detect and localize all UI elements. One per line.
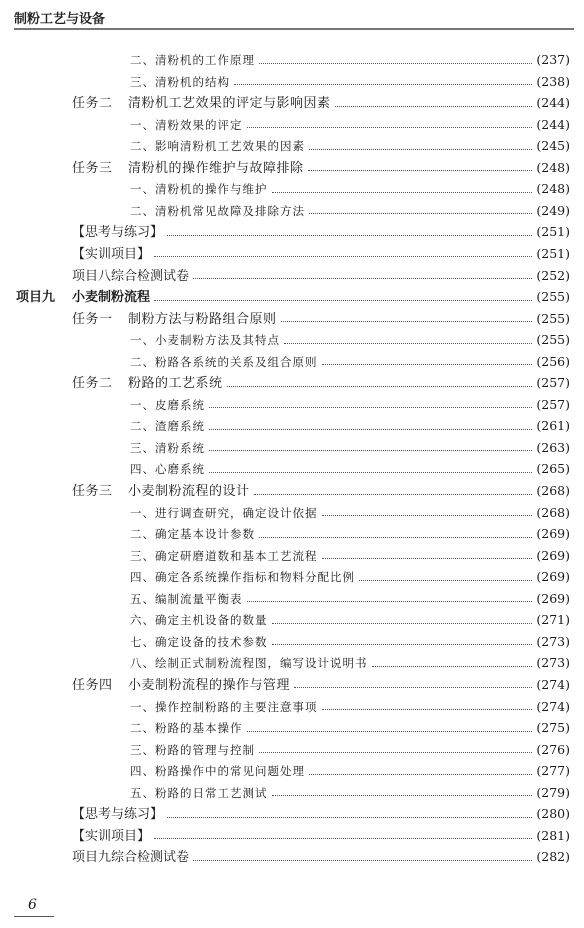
toc-entry-title: 四、粉路操作中的常见问题处理: [130, 764, 305, 779]
toc-entry: [72, 93, 570, 113]
toc-entry-page: (255): [536, 310, 570, 326]
toc-entry-title: 【实训项目】: [72, 828, 151, 844]
toc-entry-number: 任务二: [72, 376, 113, 392]
toc-entry-title: 七、确定设备的技术参数: [130, 634, 268, 649]
toc-entry: [130, 503, 570, 523]
toc-entry-page: (269): [536, 569, 570, 585]
toc-entry-page: (271): [536, 612, 570, 628]
toc-entry: [72, 373, 570, 393]
dot-leader: [322, 515, 533, 516]
toc-entry-page: (245): [536, 138, 570, 154]
dot-leader: [259, 537, 532, 538]
dot-leader: [209, 450, 532, 451]
dot-leader: [309, 149, 532, 150]
toc-entry-page: (269): [536, 547, 570, 563]
toc-entry-page: (273): [536, 655, 570, 671]
toc-entry: [16, 287, 570, 307]
dot-leader: [272, 192, 533, 193]
toc-entry-title: 项目八综合检测试卷: [72, 268, 190, 284]
toc-entry-number: 项目九: [16, 290, 56, 306]
toc-entry-page: (269): [536, 526, 570, 542]
toc-entry-title: 【思考与练习】: [72, 807, 164, 823]
dot-leader: [259, 63, 532, 64]
toc-entry-page: (255): [536, 289, 570, 305]
toc-entry-page: (282): [536, 849, 570, 865]
toc-entry-page: (274): [536, 698, 570, 714]
toc-entry-title: 五、编制流量平衡表: [130, 591, 243, 606]
toc-entry-page: (281): [536, 827, 570, 843]
toc-entry-title: 一、清粉效果的评定: [130, 117, 243, 132]
toc-entry: [130, 761, 570, 781]
toc-entry: [130, 589, 570, 609]
toc-entry: [130, 653, 570, 673]
toc-entry-page: (268): [536, 483, 570, 498]
toc-entry: [130, 330, 570, 350]
dot-leader: [372, 666, 533, 667]
toc-entry: [130, 136, 570, 156]
toc-entry-page: (263): [536, 439, 570, 455]
dot-leader: [281, 321, 533, 322]
toc-entry-page: (276): [536, 741, 570, 757]
toc-entry: [72, 847, 570, 867]
toc-entry-page: (251): [536, 224, 570, 240]
dot-leader: [247, 601, 533, 602]
dot-leader: [284, 343, 532, 344]
toc-entry-title: 五、粉路的日常工艺测试: [130, 785, 268, 800]
dot-leader: [167, 817, 532, 818]
page-number: 6: [28, 897, 37, 913]
dot-leader: [193, 860, 532, 861]
toc-entry-title: 一、小麦制粉方法及其特点: [130, 333, 280, 348]
toc-entry-title: 二、影响清粉机工艺效果的因素: [130, 139, 305, 154]
dot-leader: [294, 687, 532, 688]
dot-leader: [254, 494, 533, 495]
header-rule: [14, 28, 574, 30]
toc-entry-page: (277): [536, 763, 570, 779]
toc-entry: [72, 481, 570, 501]
toc-entry-title: 【思考与练习】: [72, 225, 164, 241]
toc-entry: [130, 567, 570, 587]
toc-entry-page: (280): [536, 806, 570, 822]
dot-leader: [259, 752, 532, 753]
toc-entry-title: 清粉机工艺效果的评定与影响因素: [128, 96, 331, 112]
toc-entry: [130, 395, 570, 415]
dot-leader: [154, 838, 532, 839]
toc-entry: [72, 266, 570, 286]
toc-entry: [130, 610, 570, 630]
dot-leader: [247, 731, 533, 732]
toc-entry-title: 项目九综合检测试卷: [72, 850, 190, 866]
toc-entry-page: (249): [536, 202, 570, 218]
toc-entry: [130, 416, 570, 436]
dot-leader: [272, 623, 533, 624]
toc-entry-page: (248): [536, 181, 570, 197]
toc-entry: [72, 826, 570, 846]
toc-entry-title: 三、清粉机的结构: [130, 74, 230, 89]
toc-entry: [130, 740, 570, 760]
dot-leader: [193, 278, 532, 279]
toc-entry-page: (269): [536, 590, 570, 606]
toc-entry-title: 三、确定研磨道数和基本工艺流程: [130, 548, 318, 563]
toc-entry: [130, 632, 570, 652]
toc-entry-page: (261): [536, 418, 570, 434]
toc-entry: [130, 115, 570, 135]
toc-entry-page: (252): [536, 267, 570, 283]
toc-entry-page: (265): [536, 461, 570, 477]
toc-entry: [130, 459, 570, 479]
toc-entry-page: (248): [536, 159, 570, 175]
toc-entry-title: 二、粉路各系统的关系及组合原则: [130, 354, 318, 369]
dot-leader: [335, 106, 533, 107]
toc-entry-title: 三、粉路的管理与控制: [130, 742, 255, 757]
dot-leader: [309, 213, 532, 214]
toc-entry-title: 粉路的工艺系统: [128, 376, 223, 392]
toc-entry: [130, 438, 570, 458]
toc-entry: [130, 524, 570, 544]
dot-leader: [272, 644, 533, 645]
toc-entry-title: 小麦制粉流程: [72, 290, 151, 306]
toc-entry: [130, 697, 570, 717]
dot-leader: [234, 84, 532, 85]
toc-entry-page: (256): [536, 353, 570, 369]
toc-entry: [72, 244, 570, 264]
toc-entry-title: 八、绘制正式制粉流程图，编写设计说明书: [130, 656, 368, 671]
toc-entry: [72, 309, 570, 329]
toc-entry-number: 任务四: [72, 677, 113, 693]
dot-leader: [154, 256, 532, 257]
toc-entry: [130, 72, 570, 92]
toc-entry-page: (257): [536, 375, 570, 391]
dot-leader: [309, 774, 532, 775]
dot-leader: [167, 235, 532, 236]
toc-entry-page: (255): [536, 332, 570, 348]
toc-entry-title: 二、确定基本设计参数: [130, 527, 255, 542]
dot-leader: [322, 709, 533, 710]
toc-entry-page: (244): [536, 95, 570, 111]
toc-entry-title: 二、清粉机的工作原理: [130, 53, 255, 67]
toc-entry-title: 一、清粉机的操作与维护: [130, 182, 268, 197]
toc-entry-page: (251): [536, 245, 570, 261]
toc-entry-page: (237): [536, 52, 570, 67]
running-header: 制粉工艺与设备: [14, 12, 106, 27]
toc-entry: [130, 546, 570, 566]
toc-entry-title: 小麦制粉流程的设计: [128, 484, 250, 499]
toc-entry-title: 二、清粉机常见故障及排除方法: [130, 203, 305, 218]
toc-entry-title: 二、粉路的基本操作: [130, 721, 243, 736]
dot-leader: [308, 170, 533, 171]
toc-entry-title: 六、确定主机设备的数量: [130, 613, 268, 628]
dot-leader: [227, 386, 533, 387]
toc-entry: [130, 352, 570, 372]
toc-entry-number: 任务一: [72, 311, 113, 327]
toc-entry-page: (279): [536, 784, 570, 800]
toc-entry: [130, 179, 570, 199]
toc-entry-page: (275): [536, 720, 570, 736]
toc-entry-number: 任务三: [72, 160, 113, 176]
toc-entry: [72, 675, 570, 695]
toc-entry-title: 三、清粉系统: [130, 440, 205, 455]
dot-leader: [322, 558, 533, 559]
toc-entry-title: 制粉方法与粉路组合原则: [128, 311, 277, 327]
toc-entry-title: 清粉机的操作维护与故障排除: [128, 160, 304, 176]
toc-entry-title: 【实训项目】: [72, 246, 151, 262]
toc-entry: [72, 804, 570, 824]
toc-entry-page: (257): [536, 396, 570, 412]
dot-leader: [272, 795, 533, 796]
toc-entry-page: (244): [536, 116, 570, 132]
dot-leader: [154, 300, 532, 301]
dot-leader: [209, 407, 532, 408]
toc-entry-title: 四、心磨系统: [130, 462, 205, 477]
toc-entry-page: (238): [536, 73, 570, 89]
dot-leader: [359, 580, 532, 581]
toc-entry-title: 一、皮磨系统: [130, 397, 205, 412]
toc-entry: [130, 201, 570, 221]
toc-entry-title: 四、确定各系统操作指标和物料分配比例: [130, 570, 355, 585]
dot-leader: [322, 364, 533, 365]
toc-entry-page: (273): [536, 633, 570, 649]
toc-entry-page: (274): [536, 676, 570, 692]
toc-entry-number: 任务二: [72, 96, 113, 112]
toc-entry-title: 一、进行调查研究，确定设计依据: [130, 505, 318, 520]
toc-entry-number: 任务三: [72, 484, 113, 499]
toc-entry-page: (268): [536, 504, 570, 520]
footer-rule: [14, 916, 54, 917]
dot-leader: [209, 472, 532, 473]
toc-entry: [130, 783, 570, 803]
dot-leader: [247, 127, 533, 128]
toc-entry: [72, 222, 570, 242]
toc-entry: [130, 50, 570, 70]
toc-entry-title: 一、操作控制粉路的主要注意事项: [130, 699, 318, 714]
dot-leader: [209, 429, 532, 430]
toc-entry: [130, 718, 570, 738]
toc-entry: [72, 158, 570, 178]
toc-entry-title: 二、渣磨系统: [130, 419, 205, 434]
toc-entry-title: 小麦制粉流程的操作与管理: [128, 677, 291, 693]
